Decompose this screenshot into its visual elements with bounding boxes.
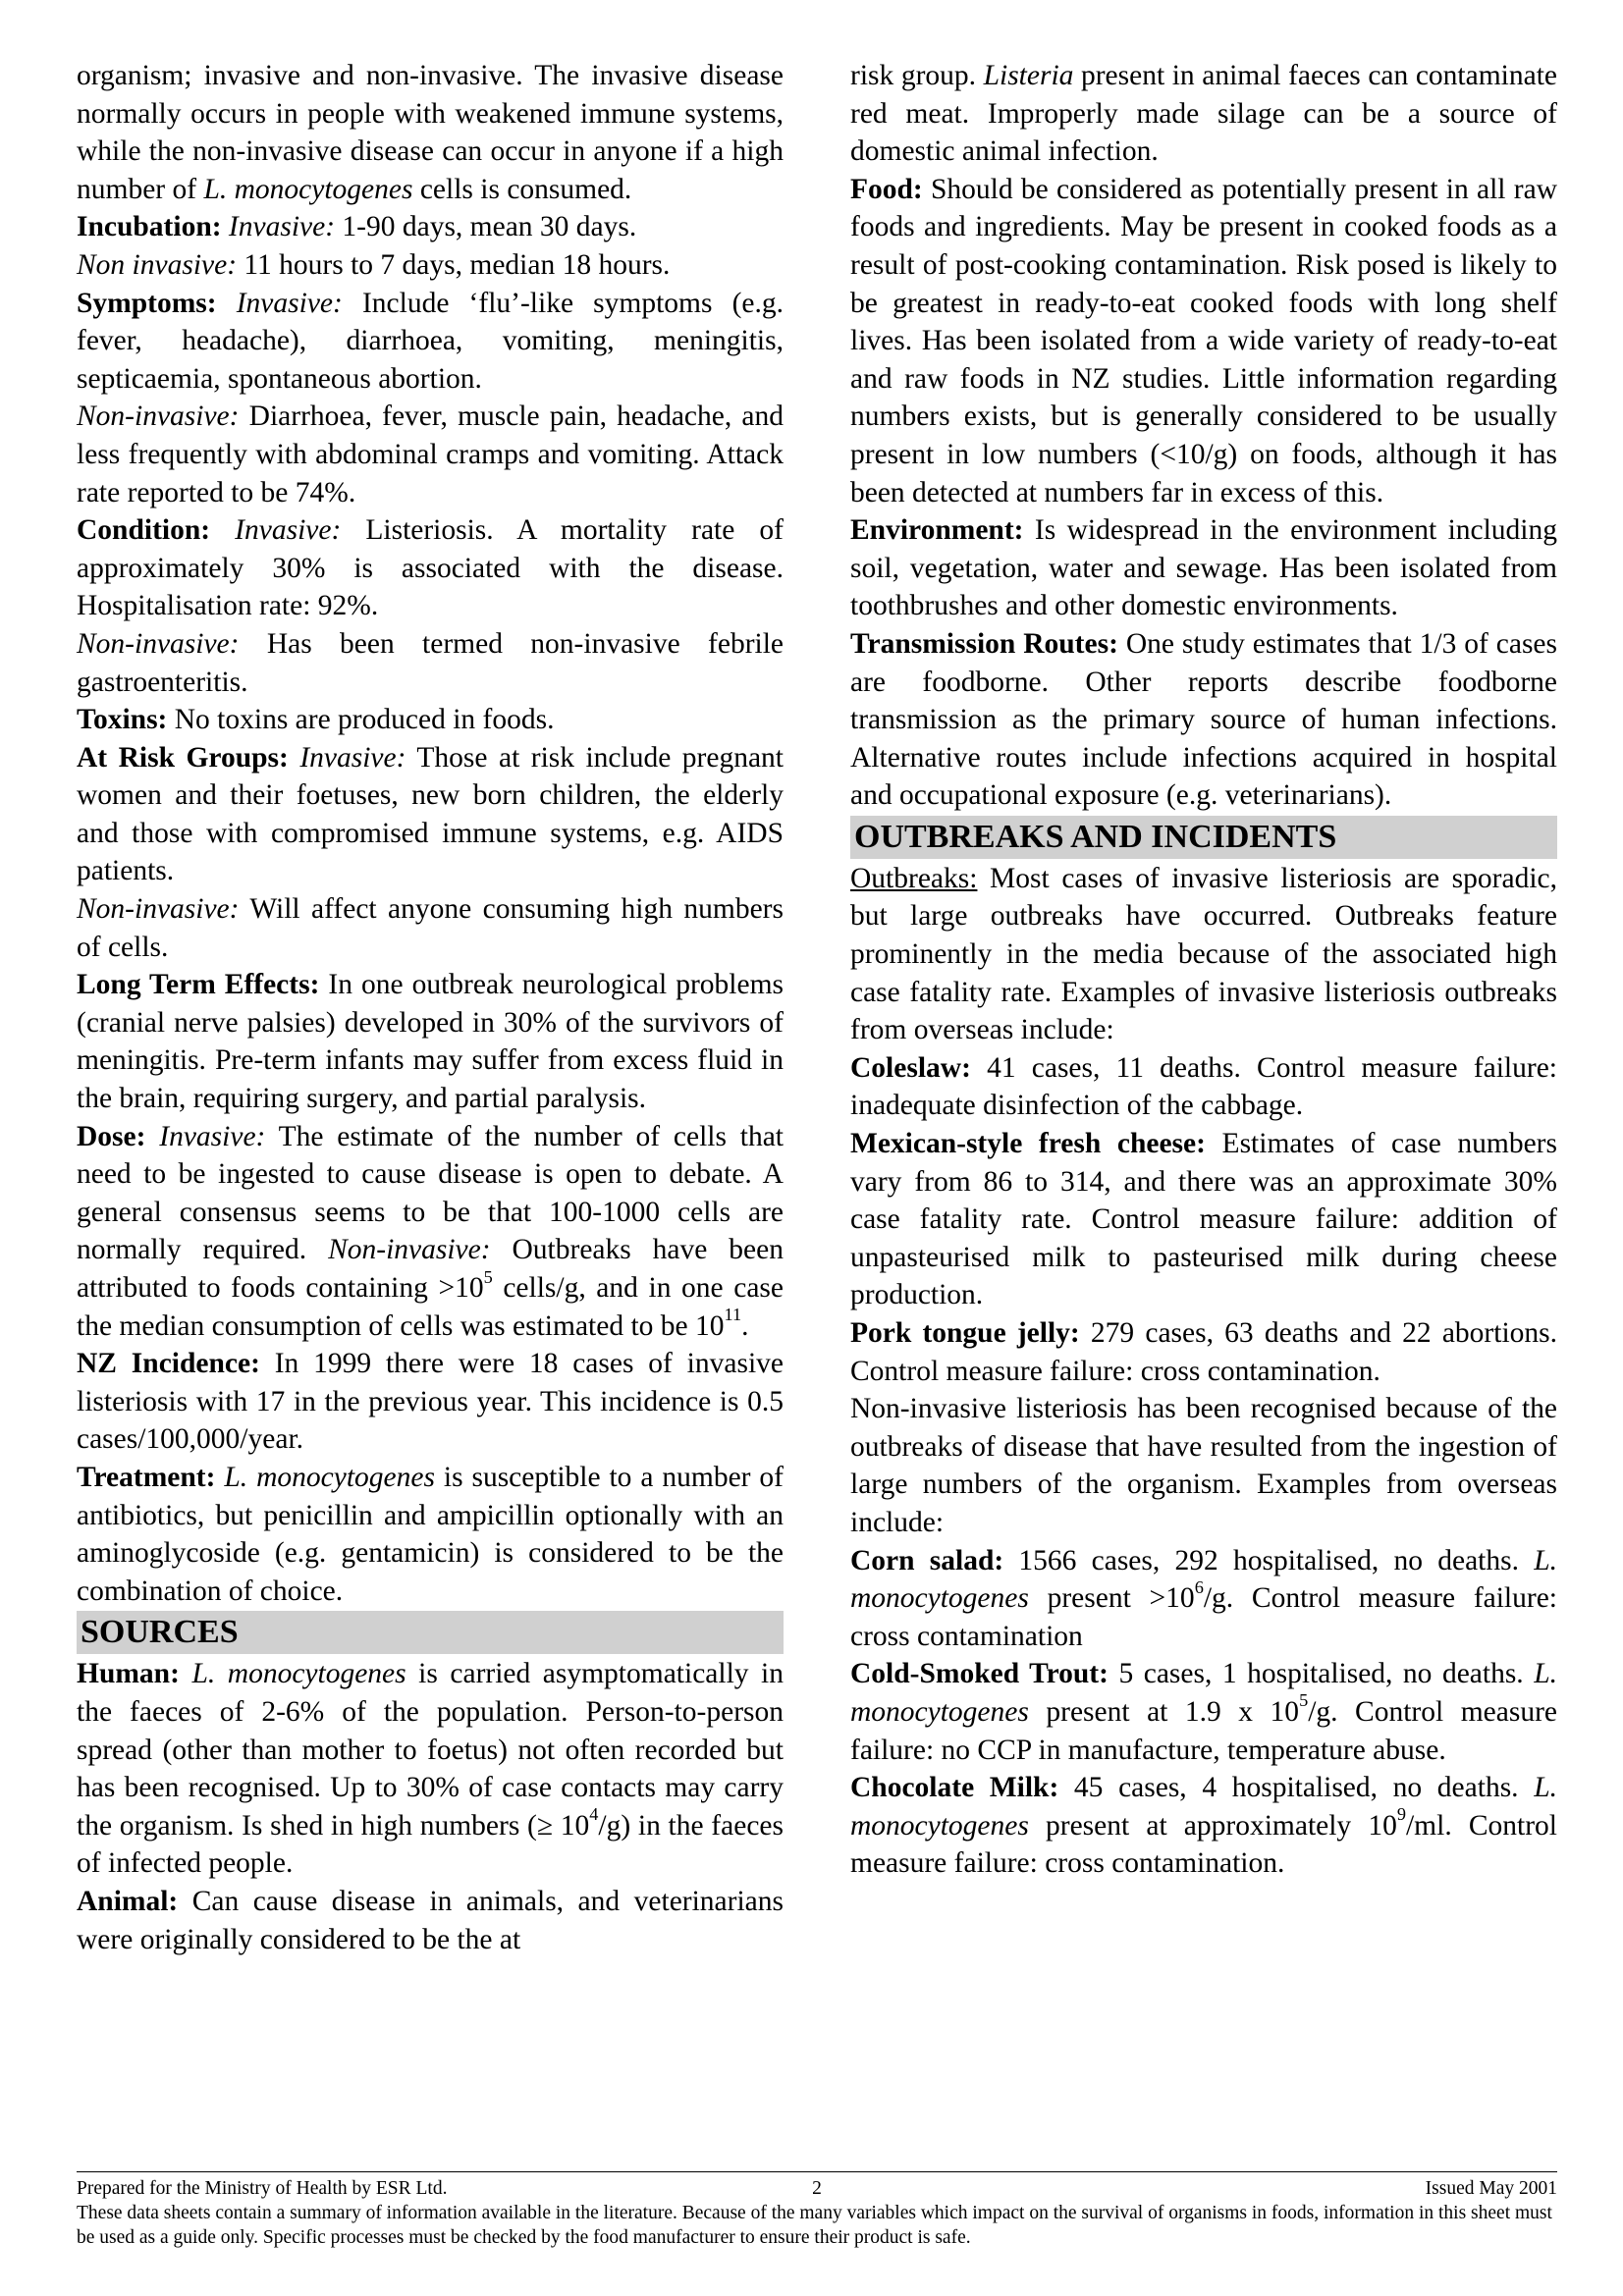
right-column: [850, 57, 1557, 1883]
section-heading-sources: SOURCES: [77, 1611, 784, 1654]
paragraph-environment: Environment: Is widespread in the environment including soil, vegetation, water and sewage. Has been isolated from toothbrushes and other domestic environments.: [850, 514, 1557, 622]
paragraph-symptoms: Symptoms: Invasive: Include ‘flu’-like symptoms (e.g. fever, headache), diarrhoea, vomiting, meningitis, septicaemia, spontaneous abortion.: [77, 287, 784, 395]
paragraph-outbreaks: Outbreaks: Most cases of invasive listeriosis are sporadic, but large outbreaks have occurred. Outbreaks feature prominently in the media because of the associated high case fatality rate. Examples of invasive listeriosis outbreaks from overseas include:: [850, 862, 1557, 1046]
paragraph-nz-incidence: NZ Incidence: In 1999 there were 18 cases of invasive listeriosis with 17 in the previous year. This incidence is 0.5 cases/100,000/year.: [77, 1348, 784, 1456]
paragraph-incubation-non: Non invasive: 11 hours to 7 days, median 18 hours.: [77, 248, 671, 281]
paragraph-smoked-trout: Cold-Smoked Trout: 5 cases, 1 hospitalised, no deaths. L. monocytogenes present at 1.9 x $10^5/g$. Control measure failure: no CCP in manufacture, temperature abuse.: [850, 1658, 1557, 1766]
paragraph-risk-groups: At Risk Groups: Invasive: Those at risk include pregnant women and their foetuses, new born children, the elderly and those with compromised immune systems, e.g. AIDS patients.: [77, 741, 784, 887]
left-column: [77, 57, 784, 1958]
paragraph-condition-non: Non-invasive: Has been termed non-invasive febrile gastroenteritis.: [77, 627, 784, 698]
paragraph-pork-tongue: Pork tongue jelly: 279 cases, 63 deaths and 22 abortions. Control measure failure: cross contamination.: [850, 1317, 1557, 1387]
paragraph-mexican-cheese: Mexican-style fresh cheese: Estimates of case numbers vary from 86 to 314, and there was an approximate 30% case fatality rate. Control measure failure: addition of unpasteurised milk to pasteurised milk during cheese production.: [850, 1128, 1557, 1311]
paragraph-dose: Dose: Invasive: The estimate of the number of cells that need to be ingested to cause disease is open to debate. A general consensus seems to be that 100-1000 cells are normally required. Non-invasive: Outbreaks have been attributed to foods containing $>10^5$ cells/g, and in one case the median consumption of cells was estimated to be $10^{11}$.: [77, 1120, 784, 1342]
footer-row: [77, 2176, 1557, 2201]
paragraph-coleslaw: Coleslaw: 41 cases, 11 deaths. Control measure failure: inadequate disinfection of the cabbage.: [850, 1051, 1557, 1122]
paragraph-non-invasive: Non-invasive listeriosis has been recognised because of the outbreaks of disease that have resulted from the ingestion of large numbers of the organism. Examples from overseas include:: [850, 1393, 1557, 1538]
paragraph-toxins: Toxins: No toxins are produced in foods.: [77, 704, 555, 736]
paragraph-corn-salad: Corn salad: 1566 cases, 292 hospitalised, no deaths. L. monocytogenes present $>10^6/g$. Control measure failure: cross contamination: [850, 1544, 1557, 1652]
footer-disclaimer: These data sheets contain a summary of information available in the literature. Because of the many variables which impact on the survival of organisms in foods, information in this sheet must be used as a guide only. Specific processes must be checked by the food manufacturer to ensure their product is safe.: [77, 2203, 1552, 2248]
paragraph-human: Human: L. monocytogenes is carried asymptomatically in the faeces of 2-6% of the population. Person-to-person spread (other than mother to foetus) not often recorded but has been recognised. Up to 30% of case contacts may carry the organism. Is shed in high numbers (≥ $10^4/g$) in the faeces of infected people.: [77, 1658, 784, 1880]
paragraph-condition: Condition: Invasive: Listeriosis. A mortality rate of approximately 30% is associated with the disease. Hospitalisation rate: 92%.: [77, 514, 784, 622]
paragraph-transmission: Transmission Routes: One study estimates that 1/3 of cases are foodborne. Other reports describe foodborne transmission as the primary source of human infections. Alternative routes include infections acquired in hospital and occupational exposure (e.g. veterinarians).: [850, 627, 1557, 812]
paragraph-chocolate-milk: Chocolate Milk: 45 cases, 4 hospitalised, no deaths. L. monocytogenes present at approximately $10^9/ml$. Control measure failure: cross contamination.: [850, 1772, 1557, 1880]
page-number: 2: [812, 2178, 822, 2199]
paragraph-intro: organism; invasive and non-invasive. The invasive disease normally occurs in people with weakened immune systems, while the non-invasive disease can occur in anyone if a high number of L. monocytogenes cells is consumed.: [77, 60, 784, 205]
paragraph-treatment: Treatment: L. monocytogenes is susceptible to a number of antibiotics, but penicillin and ampicillin optionally with an aminoglycoside (e.g. gentamicin) is considered to be the combination of choice.: [77, 1461, 784, 1607]
paragraph-incubation: Incubation: Invasive: 1-90 days, mean 30 days.: [77, 211, 637, 243]
footer-issued: Issued May 2001: [1425, 2178, 1557, 2199]
footer-rule: [77, 2171, 1557, 2172]
paragraph-risk-groups-non: Non-invasive: Will affect anyone consuming high numbers of cells.: [77, 893, 784, 963]
paragraph-food: Food: Should be considered as potentially present in all raw foods and ingredients. May be present in cooked foods as a result of post-cooking contamination. Risk posed is likely to be greatest in ready-to-eat cooked foods with long shelf lives. Has been isolated from a wide variety of ready-to-eat and raw foods in NZ studies. Little information regarding numbers exists, but is generally considered to be usually present in low numbers (<10/g) on foods, although it has been detected at numbers far in excess of this.: [850, 173, 1557, 508]
paragraph-animal: Animal: Can cause disease in animals, and veterinarians were originally considered to be the at: [77, 1885, 784, 1955]
footer-prepared: Prepared for the Ministry of Health by ESR Ltd.: [77, 2178, 448, 2199]
paragraph-long-term-effects: Long Term Effects: In one outbreak neurological problems (cranial nerve palsies) developed in 30% of the survivors of meningitis. Pre-term infants may suffer from excess fluid in the brain, requiring surgery, and partial paralysis.: [77, 969, 784, 1115]
paragraph-animal-cont: risk group. Listeria present in animal faeces can contaminate red meat. Improperly made silage can be a source of domestic animal infection.: [850, 60, 1557, 168]
page-footer: [77, 2171, 1557, 2250]
section-heading-outbreaks: OUTBREAKS AND INCIDENTS: [850, 816, 1557, 859]
paragraph-symptoms-non: Non-invasive: Diarrhoea, fever, muscle pain, headache, and less frequently with abdominal cramps and vomiting. Attack rate reported to be 74%.: [77, 400, 784, 508]
